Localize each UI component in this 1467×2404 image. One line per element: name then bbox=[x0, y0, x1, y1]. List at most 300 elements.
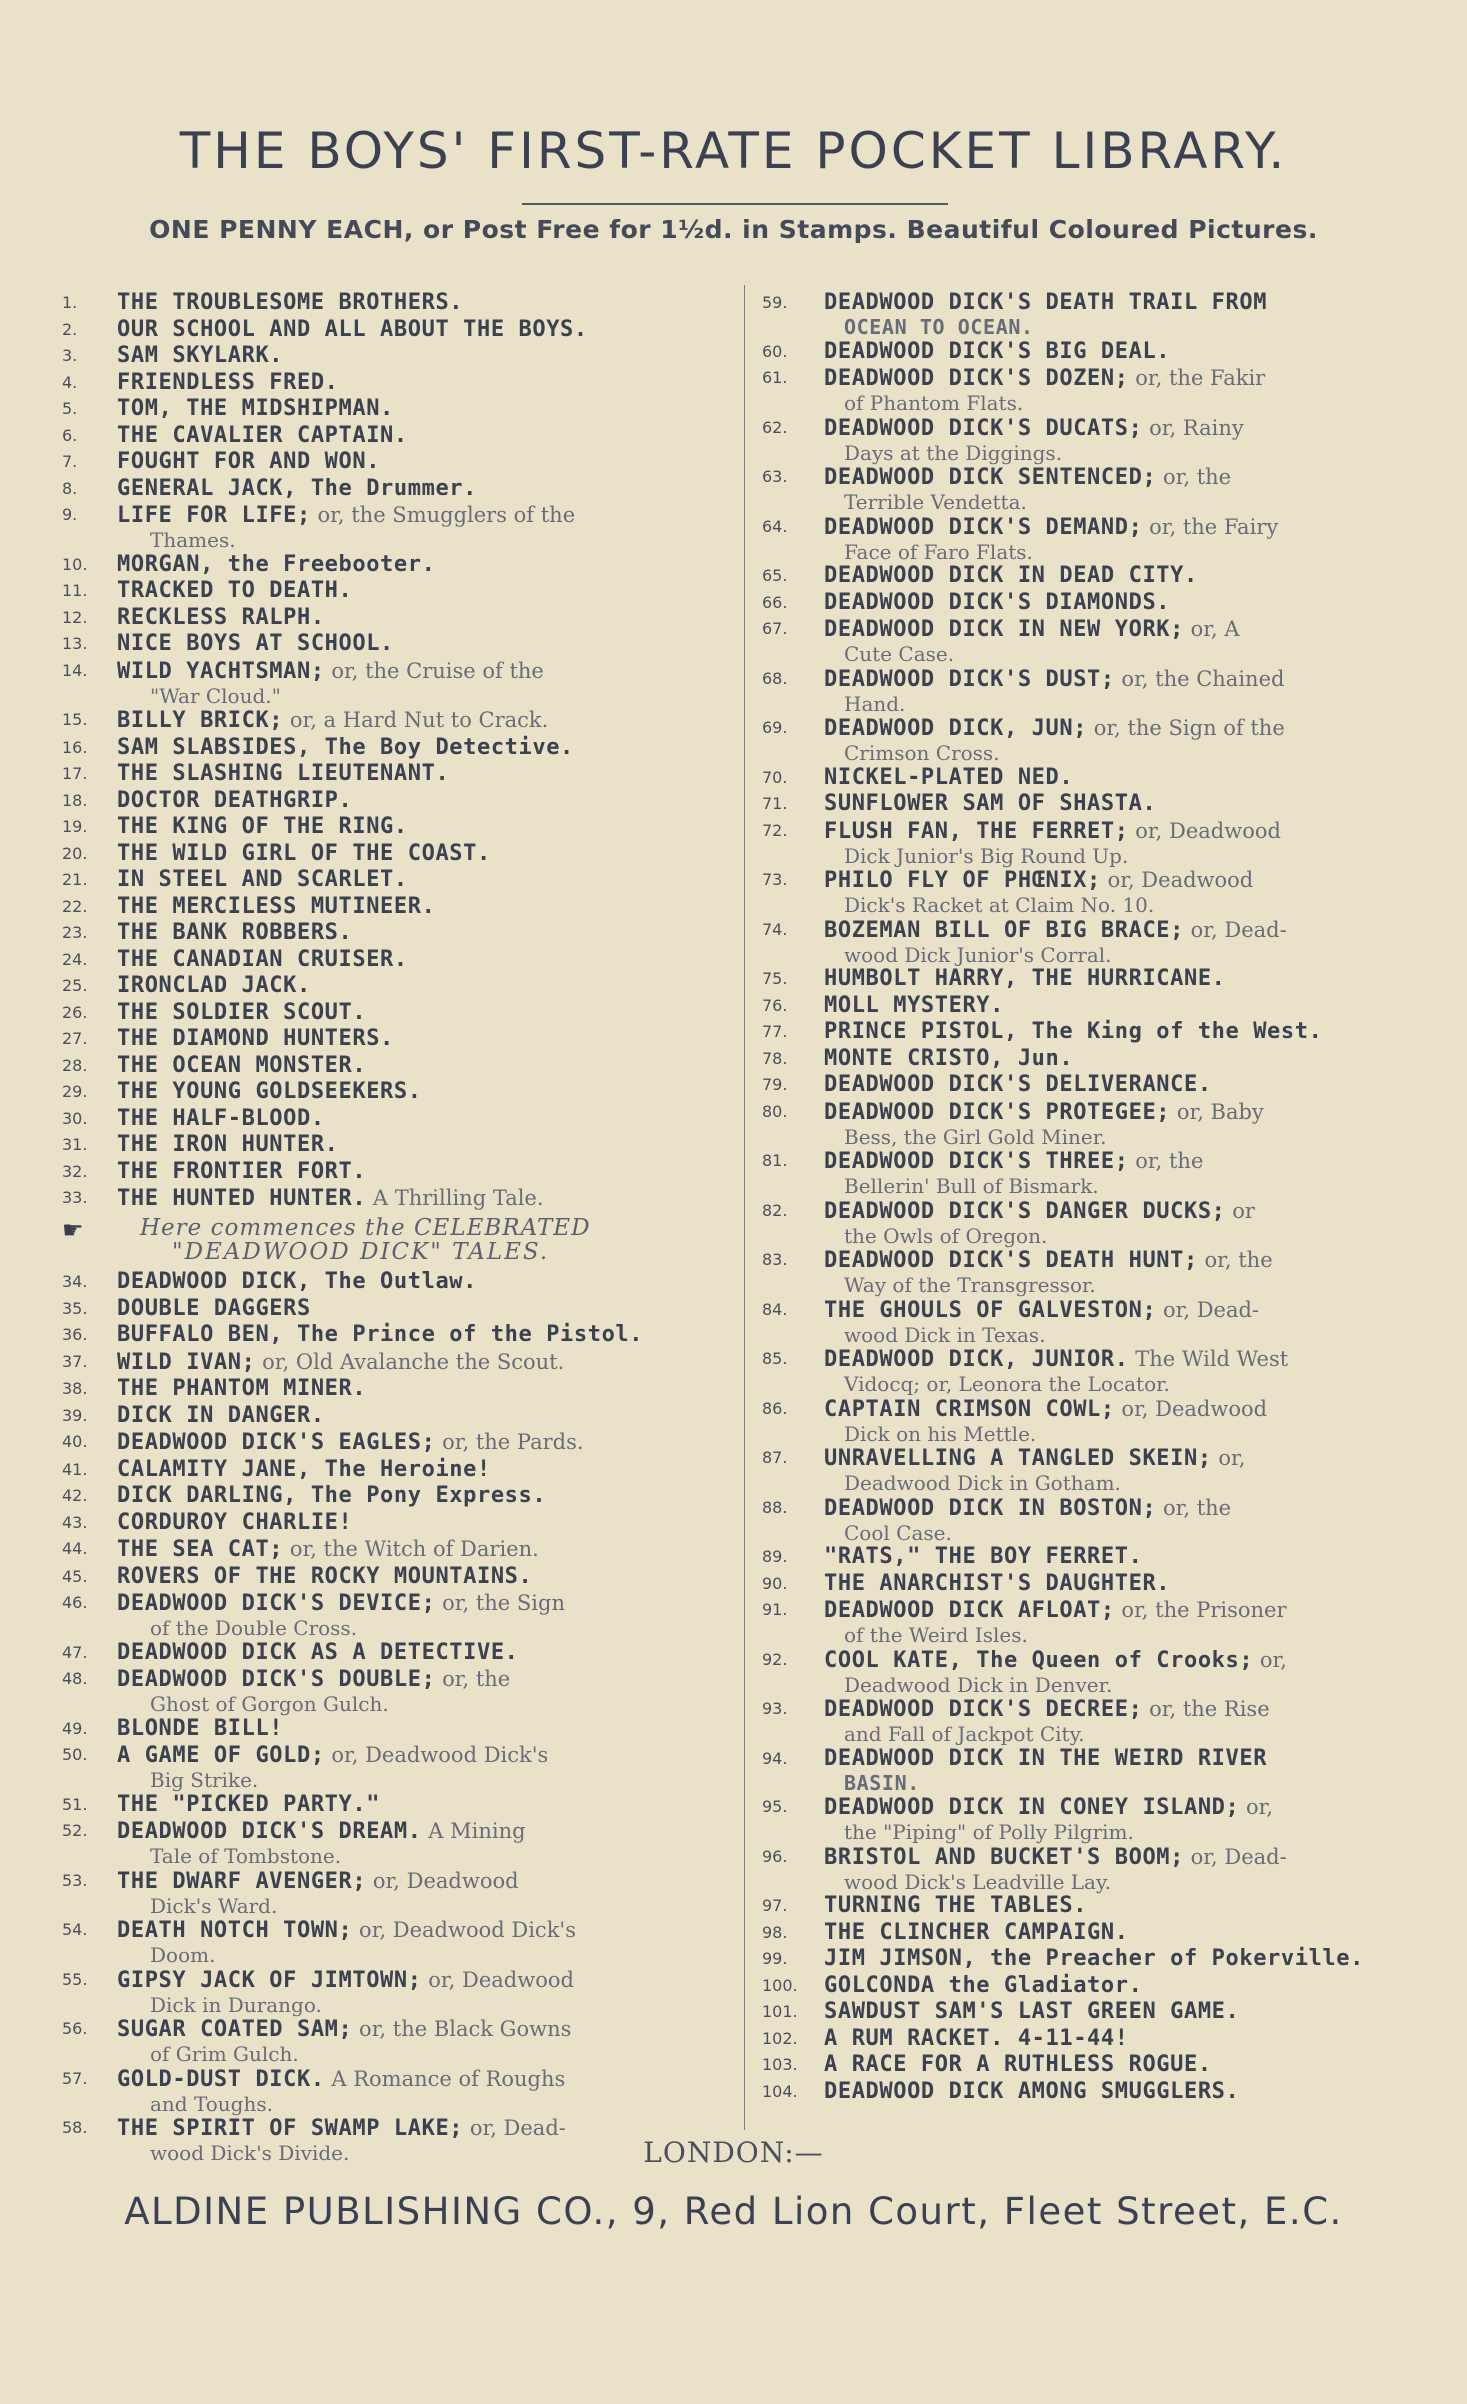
entry-subtitle: or, the Witch of Darien. bbox=[283, 1537, 539, 1561]
list-item bbox=[762, 291, 1437, 338]
entry-title: THE ANARCHIST'S DAUGHTER. bbox=[824, 1570, 1171, 1596]
entry-title: DEADWOOD DICK'S DEATH HUNT; bbox=[824, 1248, 1198, 1273]
entry-number: 59. bbox=[762, 293, 788, 312]
entry-line bbox=[117, 477, 722, 502]
entry-line bbox=[824, 792, 1437, 817]
entry-line bbox=[824, 1697, 1437, 1723]
entry-subtitle: or, the bbox=[435, 1667, 511, 1691]
entry-number: 37. bbox=[62, 1351, 88, 1371]
entry-number: 1. bbox=[62, 293, 78, 312]
entry-number: 68. bbox=[762, 668, 788, 688]
entry-continuation: Cool Case. bbox=[844, 1520, 952, 1545]
entry-subtitle: or, Deadwood Dick's bbox=[352, 1918, 576, 1942]
entry-subtitle: or, Deadwood bbox=[1100, 868, 1254, 892]
notice-line-2: "DEADWOOD DICK" TALES. bbox=[172, 1239, 550, 1265]
entry-subtitle: or, the bbox=[1197, 1248, 1273, 1272]
entry-title: THE IRON HUNTER. bbox=[117, 1132, 339, 1157]
entry-title: WILD IVAN; bbox=[117, 1349, 256, 1375]
entry-subtitle: or, Dead- bbox=[1156, 1297, 1260, 1322]
entry-continuation: Big Strike. bbox=[150, 1768, 259, 1792]
entry-number: 93. bbox=[762, 1699, 788, 1718]
entry-line bbox=[824, 1446, 1437, 1472]
entry-title: BRISTOL AND BUCKET'S BOOM; bbox=[824, 1844, 1184, 1870]
entry-subtitle: or, the Black Gowns bbox=[352, 2017, 572, 2041]
list-item bbox=[62, 632, 722, 657]
entry-line bbox=[117, 1404, 722, 1429]
entry-line bbox=[117, 1186, 722, 1212]
left-column bbox=[62, 291, 722, 2166]
entry-continuation: Hand. bbox=[844, 691, 906, 716]
list-item bbox=[62, 1080, 722, 1105]
entry-line bbox=[824, 2053, 1437, 2078]
entry-continuation: and Toughs. bbox=[150, 2091, 273, 2116]
list-item bbox=[62, 1793, 722, 1818]
entry-title: THE CAVALIER CAPTAIN. bbox=[117, 422, 408, 448]
entry-line bbox=[824, 1149, 1437, 1175]
entry-line bbox=[117, 1591, 722, 1617]
entry-number: 86. bbox=[762, 1398, 788, 1418]
list-item bbox=[762, 1073, 1437, 1098]
title-rule bbox=[522, 203, 948, 205]
list-item bbox=[62, 1350, 722, 1376]
entry-title: A RACE FOR A RUTHLESS ROGUE. bbox=[824, 2052, 1212, 2077]
entry-number: 97. bbox=[762, 1896, 788, 1915]
entry-line bbox=[117, 842, 722, 867]
entry-title: DEADWOOD DICK'S DOUBLE; bbox=[117, 1667, 436, 1692]
list-item bbox=[62, 708, 722, 734]
entry-line bbox=[824, 1648, 1437, 1674]
entry-continuation: Face of Faro Flats. bbox=[844, 539, 1033, 564]
entry-number: 104. bbox=[762, 2081, 798, 2101]
notice-line-1: Here commences the CELEBRATED bbox=[140, 1215, 591, 1241]
entry-title: THE SOLDIER SCOUT. bbox=[117, 999, 367, 1025]
entry-number: 84. bbox=[762, 1299, 788, 1319]
list-item bbox=[62, 1027, 722, 1052]
list-item bbox=[762, 1947, 1437, 1972]
entry-number: 33. bbox=[62, 1188, 88, 1207]
entry-line bbox=[824, 1921, 1437, 1946]
entry-number: 79. bbox=[762, 1075, 788, 1094]
entry-title: DEADWOOD DICK IN NEW YORK; bbox=[824, 617, 1184, 642]
entry-line bbox=[117, 1793, 722, 1818]
list-item bbox=[62, 948, 722, 973]
entry-continuation: Thames. bbox=[150, 528, 236, 552]
entry-title: ROVERS OF THE ROCKY MOUNTAINS. bbox=[117, 1563, 533, 1589]
entry-number: 99. bbox=[762, 1949, 788, 1968]
list-item bbox=[62, 1054, 722, 1079]
entry-line bbox=[117, 1054, 722, 1079]
list-item bbox=[762, 1974, 1437, 1999]
entry-line bbox=[117, 450, 722, 475]
entry-number: 3. bbox=[62, 346, 78, 365]
entry-title: DICK DARLING, The Pony Express. bbox=[117, 1483, 547, 1508]
entry-title: THE FRONTIER FORT. bbox=[117, 1158, 367, 1184]
entry-title: IN STEEL AND SCARLET. bbox=[117, 867, 408, 892]
entry-title: DEADWOOD DICK'S EAGLES; bbox=[117, 1430, 436, 1455]
entry-subtitle: or, the bbox=[1156, 1495, 1232, 1520]
entry-line bbox=[117, 579, 722, 604]
entry-title: THE TROUBLESOME BROTHERS. bbox=[117, 290, 464, 315]
entry-title: SAM SLABSIDES, The Boy Detective. bbox=[117, 734, 574, 760]
entry-line bbox=[824, 291, 1437, 316]
entry-line bbox=[117, 553, 722, 578]
entry-number: 21. bbox=[62, 870, 88, 889]
list-item bbox=[762, 766, 1437, 791]
list-item bbox=[762, 1298, 1437, 1346]
entry-number: 55. bbox=[62, 1969, 88, 1989]
entry-line bbox=[117, 632, 722, 657]
entry-line bbox=[117, 736, 722, 761]
entry-continuation: Days at the Diggings. bbox=[844, 440, 1063, 465]
entry-number: 69. bbox=[762, 718, 788, 737]
entry-subtitle: or, Dead- bbox=[463, 2116, 566, 2140]
entry-line bbox=[117, 1430, 722, 1456]
entry-title: BUFFALO BEN, The Prince of the Pistol. bbox=[117, 1322, 644, 1347]
entry-title: UNRAVELLING A TANGLED SKEIN; bbox=[824, 1446, 1212, 1471]
entry-line bbox=[824, 1947, 1437, 1972]
entry-title: MORGAN, the Freebooter. bbox=[117, 551, 436, 577]
entry-title: IRONCLAD JACK. bbox=[117, 973, 311, 998]
entry-line bbox=[824, 416, 1437, 442]
list-item bbox=[762, 1697, 1437, 1745]
entry-number: 36. bbox=[62, 1325, 88, 1344]
entry-title: THE SEA CAT; bbox=[117, 1537, 284, 1562]
entry-line bbox=[824, 1572, 1437, 1597]
entry-title: SAWDUST SAM'S LAST GREEN GAME. bbox=[824, 1999, 1240, 2024]
entry-number: 64. bbox=[762, 516, 788, 536]
entry-line bbox=[824, 716, 1437, 742]
entry-number: 87. bbox=[762, 1448, 788, 1467]
entry-number: 9. bbox=[62, 505, 78, 524]
list-item bbox=[762, 591, 1437, 616]
entry-subtitle: A Romance of Roughs bbox=[324, 2066, 566, 2091]
entry-title: GOLCONDA the Gladiator. bbox=[824, 1972, 1143, 1998]
entry-line bbox=[824, 366, 1437, 392]
list-item bbox=[762, 1248, 1437, 1296]
entry-continuation: Bellerin' Bull of Bismark. bbox=[844, 1174, 1099, 1198]
entry-continuation: Cute Case. bbox=[844, 642, 955, 666]
entry-line bbox=[824, 1795, 1437, 1821]
list-item bbox=[62, 1430, 722, 1456]
entry-line bbox=[117, 1133, 722, 1158]
entry-line bbox=[824, 967, 1437, 992]
entry-line bbox=[824, 564, 1437, 589]
entry-line bbox=[117, 1667, 722, 1693]
entry-title: SUGAR COATED SAM; bbox=[117, 2017, 353, 2042]
list-item bbox=[762, 617, 1437, 665]
entry-continuation: Ghost of Gorgon Gulch. bbox=[150, 1692, 389, 1716]
entry-number: 5. bbox=[62, 399, 78, 418]
entry-line bbox=[824, 591, 1437, 616]
entry-title: TURNING THE TABLES. bbox=[824, 1893, 1088, 1918]
entry-line bbox=[117, 1641, 722, 1666]
entry-number: 13. bbox=[62, 634, 88, 653]
list-item bbox=[62, 974, 722, 999]
entry-number: 76. bbox=[762, 995, 788, 1015]
entry-number: 4. bbox=[62, 372, 78, 392]
list-item bbox=[62, 1484, 722, 1509]
entry-number: 89. bbox=[762, 1547, 788, 1566]
list-item bbox=[62, 2017, 722, 2065]
entry-continuation: Dick's Racket at Claim No. 10. bbox=[844, 893, 1155, 917]
entry-number: 30. bbox=[62, 1108, 88, 1128]
entry-number: 6. bbox=[62, 425, 78, 445]
entry-title: DEADWOOD DICK'S DREAM. bbox=[117, 1819, 422, 1844]
entry-number: 49. bbox=[62, 1718, 88, 1738]
entry-line bbox=[117, 708, 722, 734]
list-item bbox=[62, 579, 722, 604]
entry-title: WILD YACHTSMAN; bbox=[117, 658, 325, 684]
entry-title: THE SPIRIT OF SWAMP LAKE; bbox=[117, 2116, 464, 2141]
entry-subtitle: or, the bbox=[1128, 1149, 1204, 1173]
entry-number: 92. bbox=[762, 1649, 788, 1669]
entry-number: 101. bbox=[762, 2002, 798, 2021]
list-item bbox=[762, 716, 1437, 764]
entry-line bbox=[117, 1968, 722, 1994]
list-item bbox=[762, 967, 1437, 992]
entry-number: 80. bbox=[762, 1101, 788, 1121]
entry-number: 35. bbox=[62, 1298, 88, 1318]
entry-line bbox=[117, 291, 722, 316]
entry-number: 74. bbox=[762, 919, 788, 939]
entry-number: 44. bbox=[62, 1539, 88, 1558]
entry-continuation: Dick's Ward. bbox=[150, 1893, 278, 1918]
list-item bbox=[762, 416, 1437, 464]
entry-subtitle: or, the Fakir bbox=[1128, 366, 1266, 390]
entry-line bbox=[117, 1323, 722, 1348]
entry-line bbox=[824, 2000, 1437, 2025]
entry-number: 71. bbox=[762, 794, 788, 813]
entry-title: THE CANADIAN CRUISER. bbox=[117, 946, 408, 972]
list-item bbox=[62, 1160, 722, 1185]
entry-continuation: OCEAN TO OCEAN. bbox=[844, 315, 1034, 339]
entry-title: CALAMITY JANE, The Heroine! bbox=[117, 1456, 491, 1482]
entry-title: THE GHOULS OF GALVESTON; bbox=[824, 1297, 1157, 1323]
entry-number: 19. bbox=[62, 817, 88, 836]
list-item bbox=[62, 503, 722, 551]
entry-title: NICKEL-PLATED NED. bbox=[824, 764, 1074, 790]
entry-line bbox=[824, 1298, 1437, 1324]
entry-line bbox=[824, 1347, 1437, 1373]
entry-line bbox=[117, 1743, 722, 1769]
list-item bbox=[62, 1743, 722, 1791]
entry-number: 47. bbox=[62, 1642, 88, 1662]
entry-line bbox=[117, 1511, 722, 1536]
entry-number: 75. bbox=[762, 969, 788, 988]
entry-title: DEADWOOD DICK'S THREE; bbox=[824, 1149, 1129, 1174]
list-item bbox=[62, 1565, 722, 1590]
entry-line bbox=[824, 1199, 1437, 1225]
list-item bbox=[62, 1641, 722, 1666]
entry-number: 73. bbox=[762, 870, 788, 889]
entry-title: THE "PICKED PARTY." bbox=[117, 1791, 381, 1817]
deadwood-notice bbox=[62, 1216, 722, 1264]
entry-title: DEADWOOD DICK IN BOSTON; bbox=[824, 1495, 1157, 1521]
list-item bbox=[762, 1921, 1437, 1946]
list-item bbox=[62, 1918, 722, 1966]
entry-continuation: Dick Junior's Big Round Up. bbox=[844, 843, 1129, 868]
entry-line bbox=[117, 1484, 722, 1509]
entry-subtitle: or, the Cruise of the bbox=[324, 658, 544, 683]
entry-number: 77. bbox=[762, 1022, 788, 1041]
entry-number: 88. bbox=[762, 1497, 788, 1517]
entry-number: 23. bbox=[62, 923, 88, 942]
entry-number: 15. bbox=[62, 710, 88, 729]
entry-number: 100. bbox=[762, 1975, 798, 1995]
entry-line bbox=[824, 1747, 1437, 1772]
entry-title: FRIENDLESS FRED. bbox=[117, 369, 339, 395]
entry-number: 72. bbox=[762, 820, 788, 840]
entry-title: THE DWARF AVENGER; bbox=[117, 1868, 367, 1894]
entry-continuation: Terrible Vendetta. bbox=[844, 490, 1027, 514]
list-item bbox=[62, 424, 722, 449]
entry-number: 27. bbox=[62, 1029, 88, 1048]
pointing-hand-icon: ☛ bbox=[62, 1216, 84, 1244]
entry-continuation: the "Piping" of Polly Pilgrim. bbox=[844, 1820, 1134, 1844]
entry-title: CORDUROY CHARLIE! bbox=[117, 1509, 353, 1535]
list-item bbox=[762, 1446, 1437, 1494]
entry-line bbox=[117, 2067, 722, 2093]
entry-line bbox=[117, 762, 722, 787]
entry-title: MONTE CRISTO, Jun. bbox=[824, 1045, 1074, 1071]
entry-number: 90. bbox=[762, 1573, 788, 1593]
list-item bbox=[62, 921, 722, 946]
entry-line bbox=[117, 1270, 722, 1295]
entry-subtitle: or bbox=[1225, 1198, 1255, 1223]
entry-line bbox=[117, 1297, 722, 1322]
entry-subtitle: or, Deadwood bbox=[366, 1868, 519, 1893]
entry-line bbox=[117, 1918, 722, 1944]
list-item bbox=[762, 2000, 1437, 2025]
entry-continuation: Tale of Tombstone. bbox=[150, 1844, 342, 1868]
entry-title: MOLL MYSTERY. bbox=[824, 992, 1004, 1018]
entry-subtitle: or, the Chained bbox=[1114, 666, 1285, 691]
entry-title: DEADWOOD DICK, JUNIOR. bbox=[824, 1347, 1129, 1372]
entry-line bbox=[824, 515, 1437, 541]
entry-list-c bbox=[762, 291, 1437, 2105]
entry-number: 60. bbox=[762, 341, 788, 361]
entry-subtitle: or, Baby bbox=[1170, 1099, 1264, 1124]
list-item bbox=[62, 1667, 722, 1715]
list-item bbox=[62, 1819, 722, 1867]
entry-subtitle: A Mining bbox=[421, 1819, 526, 1843]
entry-line bbox=[117, 895, 722, 920]
entry-title: DEADWOOD DICK'S BIG DEAL. bbox=[824, 338, 1171, 364]
entry-line bbox=[824, 340, 1437, 365]
list-item bbox=[62, 1270, 722, 1295]
entry-line bbox=[117, 2017, 722, 2043]
entry-title: BOZEMAN BILL OF BIG BRACE; bbox=[824, 917, 1184, 943]
entry-continuation: "War Cloud." bbox=[150, 683, 281, 708]
list-item bbox=[762, 792, 1437, 817]
entry-number: 22. bbox=[62, 896, 88, 916]
entry-number: 48. bbox=[62, 1669, 88, 1688]
entry-number: 96. bbox=[762, 1846, 788, 1866]
entry-line bbox=[824, 1073, 1437, 1098]
entry-number: 32. bbox=[62, 1161, 88, 1181]
page-title: THE BOYS' FIRST-RATE POCKET LIBRARY. bbox=[179, 122, 1288, 180]
entry-number: 39. bbox=[62, 1405, 88, 1425]
entry-title: DEADWOOD DICK SENTENCED; bbox=[824, 465, 1157, 490]
list-item bbox=[762, 564, 1437, 589]
list-item bbox=[62, 868, 722, 893]
list-item bbox=[62, 1297, 722, 1322]
entry-line bbox=[824, 1248, 1437, 1274]
entry-number: 62. bbox=[762, 417, 788, 437]
list-item bbox=[762, 2053, 1437, 2078]
entry-subtitle: or, the Sign of the bbox=[1087, 716, 1285, 740]
entry-line bbox=[117, 371, 722, 396]
entry-number: 103. bbox=[762, 2055, 798, 2074]
entry-title: DEADWOOD DICK'S DOZEN; bbox=[824, 366, 1129, 391]
list-item bbox=[762, 1845, 1437, 1893]
entry-line bbox=[117, 318, 722, 343]
entry-title: DEATH NOTCH TOWN; bbox=[117, 1918, 353, 1943]
list-item bbox=[62, 553, 722, 578]
list-item bbox=[62, 1717, 722, 1742]
list-item bbox=[762, 918, 1437, 966]
entry-number: 52. bbox=[62, 1821, 88, 1840]
entry-line bbox=[824, 667, 1437, 693]
entry-title: RECKLESS RALPH. bbox=[117, 604, 325, 630]
entry-line bbox=[824, 465, 1437, 491]
list-item bbox=[762, 1747, 1437, 1794]
list-item bbox=[762, 1598, 1437, 1646]
entry-continuation: Way of the Transgressor. bbox=[844, 1273, 1096, 1297]
entry-title: NICE BOYS AT SCHOOL. bbox=[117, 631, 394, 656]
entry-number: 102. bbox=[762, 2028, 798, 2048]
entry-line bbox=[824, 617, 1437, 643]
entry-line bbox=[117, 1350, 722, 1376]
entry-line bbox=[117, 606, 722, 631]
entry-continuation: Doom. bbox=[150, 1943, 216, 1967]
entry-continuation: of the Weird Isles. bbox=[844, 1623, 1028, 1647]
entry-title: DEADWOOD DICK IN DEAD CITY. bbox=[824, 563, 1198, 588]
entry-line bbox=[117, 1107, 722, 1132]
list-item bbox=[62, 397, 722, 422]
right-column bbox=[762, 291, 1437, 2106]
entry-title: A GAME OF GOLD; bbox=[117, 1743, 325, 1768]
entry-line bbox=[117, 344, 722, 369]
entry-title: DOUBLE DAGGERS bbox=[117, 1295, 311, 1321]
entry-title: DEADWOOD DICK'S DIAMONDS. bbox=[824, 589, 1171, 615]
list-item bbox=[62, 1869, 722, 1917]
entry-line bbox=[117, 1717, 722, 1742]
list-item bbox=[62, 1377, 722, 1402]
entry-title: DEADWOOD DICK AMONG SMUGGLERS. bbox=[824, 2078, 1240, 2104]
list-item bbox=[62, 1323, 722, 1348]
entry-number: 7. bbox=[62, 452, 78, 471]
list-item bbox=[62, 1133, 722, 1158]
entry-subtitle: or, Dead- bbox=[1183, 1844, 1287, 1869]
entry-title: DEADWOOD DICK AS A DETECTIVE. bbox=[117, 1639, 519, 1665]
entry-line bbox=[824, 1496, 1437, 1522]
entry-number: 70. bbox=[762, 767, 788, 787]
entry-line bbox=[824, 2027, 1437, 2052]
entry-number: 95. bbox=[762, 1797, 788, 1816]
entry-subtitle: or, Deadwood Dick's bbox=[324, 1743, 549, 1767]
entry-line bbox=[824, 1845, 1437, 1871]
entry-title: DEADWOOD DICK, JUN; bbox=[824, 716, 1088, 741]
entry-title: SUNFLOWER SAM OF SHASTA. bbox=[824, 791, 1157, 816]
entry-title: HUMBOLT HARRY, THE HURRICANE. bbox=[824, 966, 1226, 991]
entry-number: 28. bbox=[62, 1055, 88, 1075]
entry-title: DOCTOR DEATHGRIP. bbox=[117, 787, 353, 813]
entry-number: 50. bbox=[62, 1745, 88, 1764]
entry-line bbox=[824, 766, 1437, 791]
list-item bbox=[762, 1795, 1437, 1843]
list-item bbox=[762, 819, 1437, 867]
